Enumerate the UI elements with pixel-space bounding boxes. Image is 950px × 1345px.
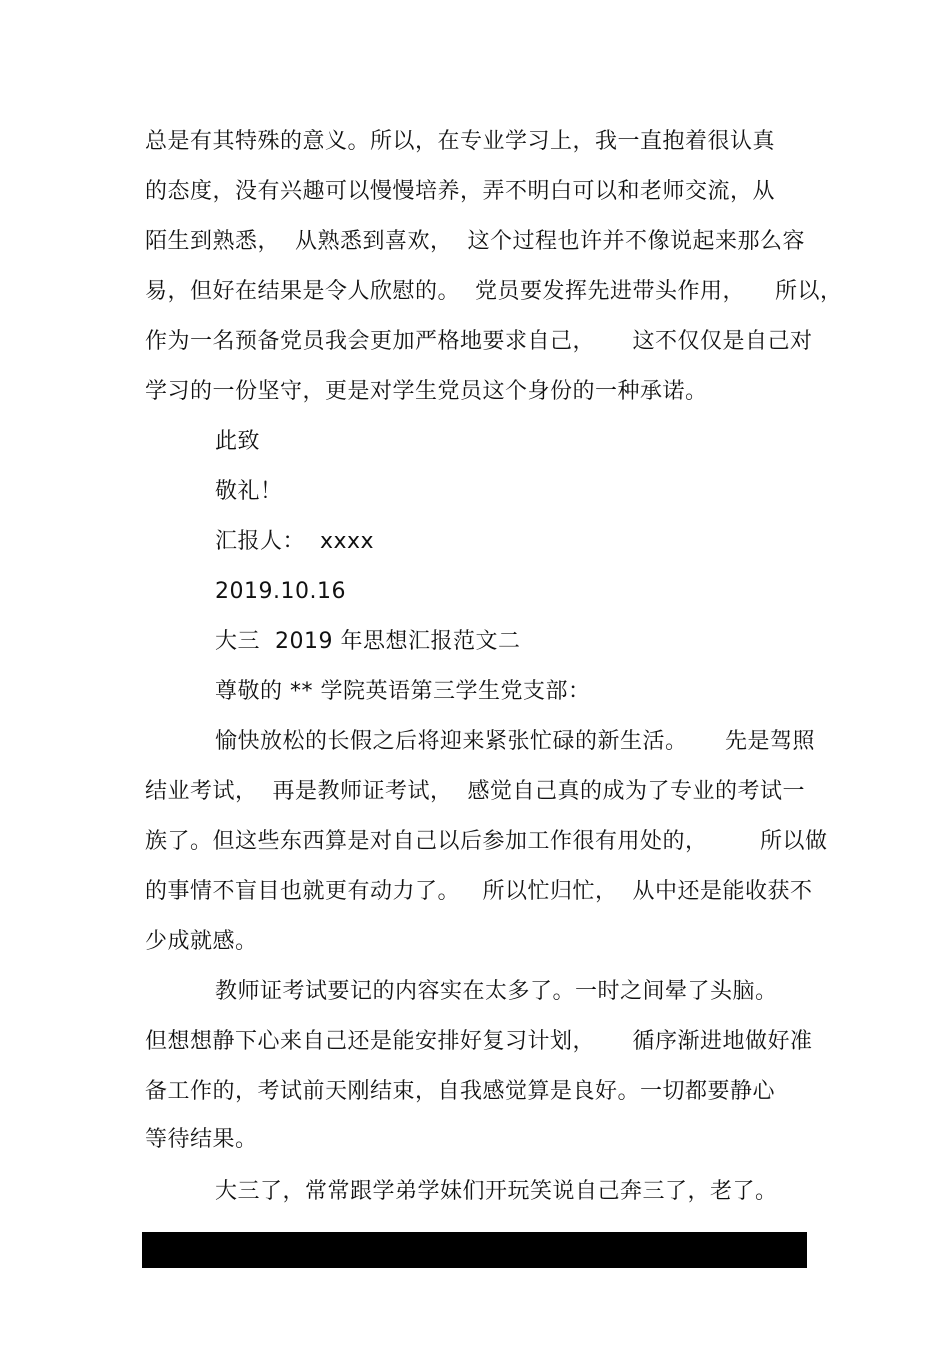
paragraph-line: 的事情不盲目也就更有动力了。 所以忙归忙， 从中还是能收获不	[145, 879, 813, 904]
paragraph-line: 学习的一份坚守，更是对学生党员这个身份的一种承诺。	[145, 379, 708, 404]
paragraph-line: 等待结果。	[145, 1127, 258, 1152]
paragraph-line: 但想想静下心来自己还是能安排好复习计划， 循序渐进地做好准	[145, 1029, 813, 1054]
closing-regards: 敬礼！	[215, 479, 283, 504]
paragraph-line: 教师证考试要记的内容实在太多了。一时之间晕了头脑。	[215, 979, 778, 1004]
letter-greeting: 尊敬的 ** 学院英语第三学生党支部：	[215, 679, 591, 704]
paragraph-line: 陌生到熟悉， 从熟悉到喜欢， 这个过程也许并不像说起来那么容	[145, 229, 805, 254]
paragraph-line: 作为一名预备党员我会更加严格地要求自己， 这不仅仅是自己对	[145, 329, 813, 354]
paragraph-line: 结业考试， 再是教师证考试， 感觉自己真的成为了专业的考试一	[145, 779, 805, 804]
paragraph-line: 易，但好在结果是令人欣慰的。 党员要发挥先进带头作用， 所以，	[145, 279, 843, 304]
paragraph-line: 总是有其特殊的意义。所以，在专业学习上，我一直抱着很认真	[145, 129, 776, 154]
paragraph-line: 愉快放松的长假之后将迎来紧张忙碌的新生活。 先是驾照	[215, 729, 815, 754]
reporter-line: 汇报人： xxxx	[215, 529, 375, 554]
paragraph-line: 族了。但这些东西算是对自己以后参加工作很有用处的， 所以做	[145, 829, 828, 854]
paragraph-line: 大三了，常常跟学弟学妹们开玩笑说自己奔三了，老了。	[215, 1179, 778, 1204]
footer-bar	[142, 1232, 807, 1268]
report-date: 2019.10.16	[215, 579, 346, 604]
paragraph-line: 备工作的，考试前天刚结束，自我感觉算是良好。一切都要静心	[145, 1079, 776, 1104]
closing-salutation: 此致	[215, 429, 261, 454]
paragraph-line: 少成就感。	[145, 929, 258, 954]
paragraph-line: 的态度，没有兴趣可以慢慢培养，弄不明白可以和老师交流，从	[145, 179, 776, 204]
section-title: 大三 2019 年思想汇报范文二	[215, 629, 521, 654]
